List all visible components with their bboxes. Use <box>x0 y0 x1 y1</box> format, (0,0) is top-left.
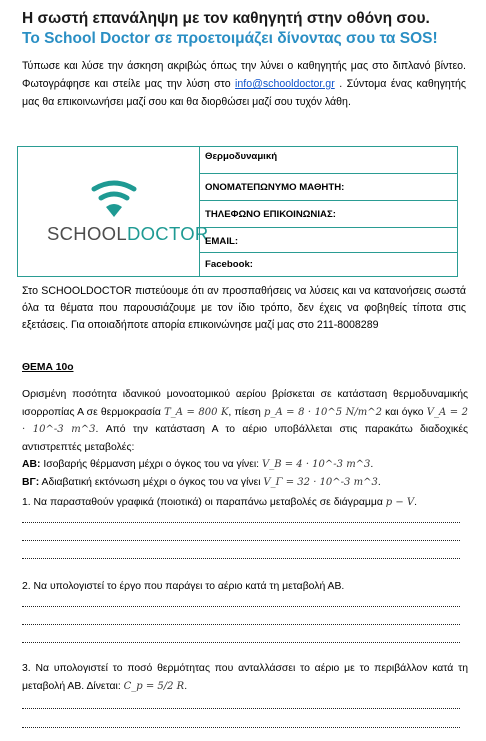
process-bg-label: ΒΓ: <box>22 476 40 488</box>
process-ab-text: Ισοβαρής θέρμανση μέχρι ο όγκος του να γίνει: <box>40 459 262 470</box>
field-email[interactable]: EMAIL: <box>200 228 458 253</box>
header-title: Η σωστή επανάληψη με τον καθηγητή στην οθόνη σου. <box>22 10 430 27</box>
formula-VA: V_A = 2 · 10^-3 m^3 <box>22 406 468 435</box>
contact-email-link[interactable]: info@schooldoctor.gr <box>235 78 335 90</box>
intro-text-before: Τύπωσε και λύσε την άσκηση ακριβώς όπως την λύνει ο καθηγητής μας στο διπλανό βίντεο. Φωτογράφησε και στείλε μας την λύση στο <box>22 60 466 90</box>
field-phone[interactable]: ΤΗΛΕΦΩΝΟ ΕΠΙΚΟΙΝΩΝΙΑΣ: <box>200 201 458 228</box>
answer-line[interactable] <box>22 558 460 559</box>
schooldoctor-logo <box>18 147 209 276</box>
field-student-name[interactable]: ΟΝΟΜΑΤΕΠΩΝΥΜΟ ΜΑΘΗΤΗ: <box>200 174 458 201</box>
topic-heading: ΘΕΜΑ 10ο <box>22 362 74 373</box>
process-bg-text: Αδιαβατική εκτόνωση μέχρι ο όγκος του να γίνει <box>39 476 264 488</box>
student-info-card <box>17 146 458 277</box>
answer-line[interactable] <box>22 624 460 625</box>
logo-school-text: SCHOOL <box>47 223 127 244</box>
process-bg: ΒΓ: Αδιαβατική εκτόνωση μέχρι ο όγκος του να γίνει V_Γ = 32 · 10^-3 m^3. <box>22 476 381 488</box>
question-3-text: 3. Να υπολογιστεί το ποσό θερμότητας που ανταλλάσσει το αέριο με το περιβάλλον κατά τη μεταβολή ΑΒ. Δίνεται: <box>22 663 468 692</box>
process-ab-label: ΑΒ: <box>22 459 41 470</box>
formula-VB: V_B = 4 · 10^-3 m^3 <box>261 459 371 470</box>
problem-text: . Από την κατάσταση Α το αέριο υποβάλλεται στις παρακάτω διαδοχικές αντιστρεπτές μεταβολές: <box>22 424 468 453</box>
question-1-formula: p − V <box>385 497 415 508</box>
problem-text: , πίεση <box>228 406 265 418</box>
logo-wordmark <box>47 223 209 245</box>
intro-paragraph <box>22 57 466 111</box>
question-3-formula: C_p = 5/2 R <box>123 680 185 692</box>
field-subject: Θερμοδυναμική <box>200 147 458 174</box>
field-facebook[interactable]: Facebook: <box>205 259 253 270</box>
answer-line[interactable] <box>22 727 460 728</box>
problem-intro <box>22 386 468 456</box>
question-1: 1. Να παρασταθούν γραφικά (ποιοτικά) οι παραπάνω μεταβολές σε διάγραμμα p − V. <box>22 497 418 508</box>
question-2: 2. Να υπολογιστεί το έργο που παράγει το αέριο κατά τη μεταβολή ΑΒ. <box>22 581 345 592</box>
answer-line[interactable] <box>22 642 460 643</box>
question-3: 3. Να υπολογιστεί το ποσό θερμότητας που ανταλλάσσει το αέριο με το περιβάλλον κατά τη μεταβολή ΑΒ. Δίνεται: C_p = 5/2 R. <box>22 663 468 692</box>
problem-statement <box>22 386 468 491</box>
answer-line[interactable] <box>22 606 460 607</box>
answer-line[interactable] <box>22 540 460 541</box>
formula-VG: V_Γ = 32 · 10^-3 m^3 <box>263 476 378 488</box>
problem-text: Ορισμένη ποσότητα ιδανικού μονοατομικού αερίου βρίσκεται σε κατάσταση θερμοδυναμικής ισορροπίας Α σε θερμοκρασία <box>22 389 468 418</box>
answer-line[interactable] <box>22 522 460 523</box>
intro-text-after: . Σύντομα ένας καθηγητής μας θα επικοινωνήσει μαζί σου και θα διορθώσει μαζί σου τυχόν λάθη. <box>22 78 466 108</box>
formula-TA: T_A = 800 K <box>164 406 229 418</box>
logo-doctor-text: DOCTOR <box>126 223 209 244</box>
problem-text: και όγκο <box>381 406 427 418</box>
info-paragraph: Στο SCHOOLDOCTOR πιστεύουμε ότι αν προσπαθήσεις να λύσεις και να κατανοήσεις σωστά όλα τα θέματα που παρουσιάζουμε με τον ίδιο τρόπο, δεν έχεις να φοβηθείς τίποτα στις εξετάσεις. Για οποιαδήποτε απορία επικοινώνησε μαζί μας στο 211-8008289 <box>22 285 466 331</box>
formula-pA: p_A = 8 · 10^5 N/m^2 <box>264 406 382 418</box>
question-1-text: 1. Να παρασταθούν γραφικά (ποιοτικά) οι παραπάνω μεταβολές σε διάγραμμα <box>22 497 386 508</box>
header-subtitle: Το School Doctor σε προετοιμάζει δίνοντας σου τα SOS! <box>22 30 438 47</box>
process-ab: ΑΒ: Ισοβαρής θέρμανση μέχρι ο όγκος του να γίνει: V_B = 4 · 10^-3 m^3. <box>22 459 374 470</box>
answer-line[interactable] <box>22 708 460 709</box>
wifi-icon <box>18 147 199 276</box>
